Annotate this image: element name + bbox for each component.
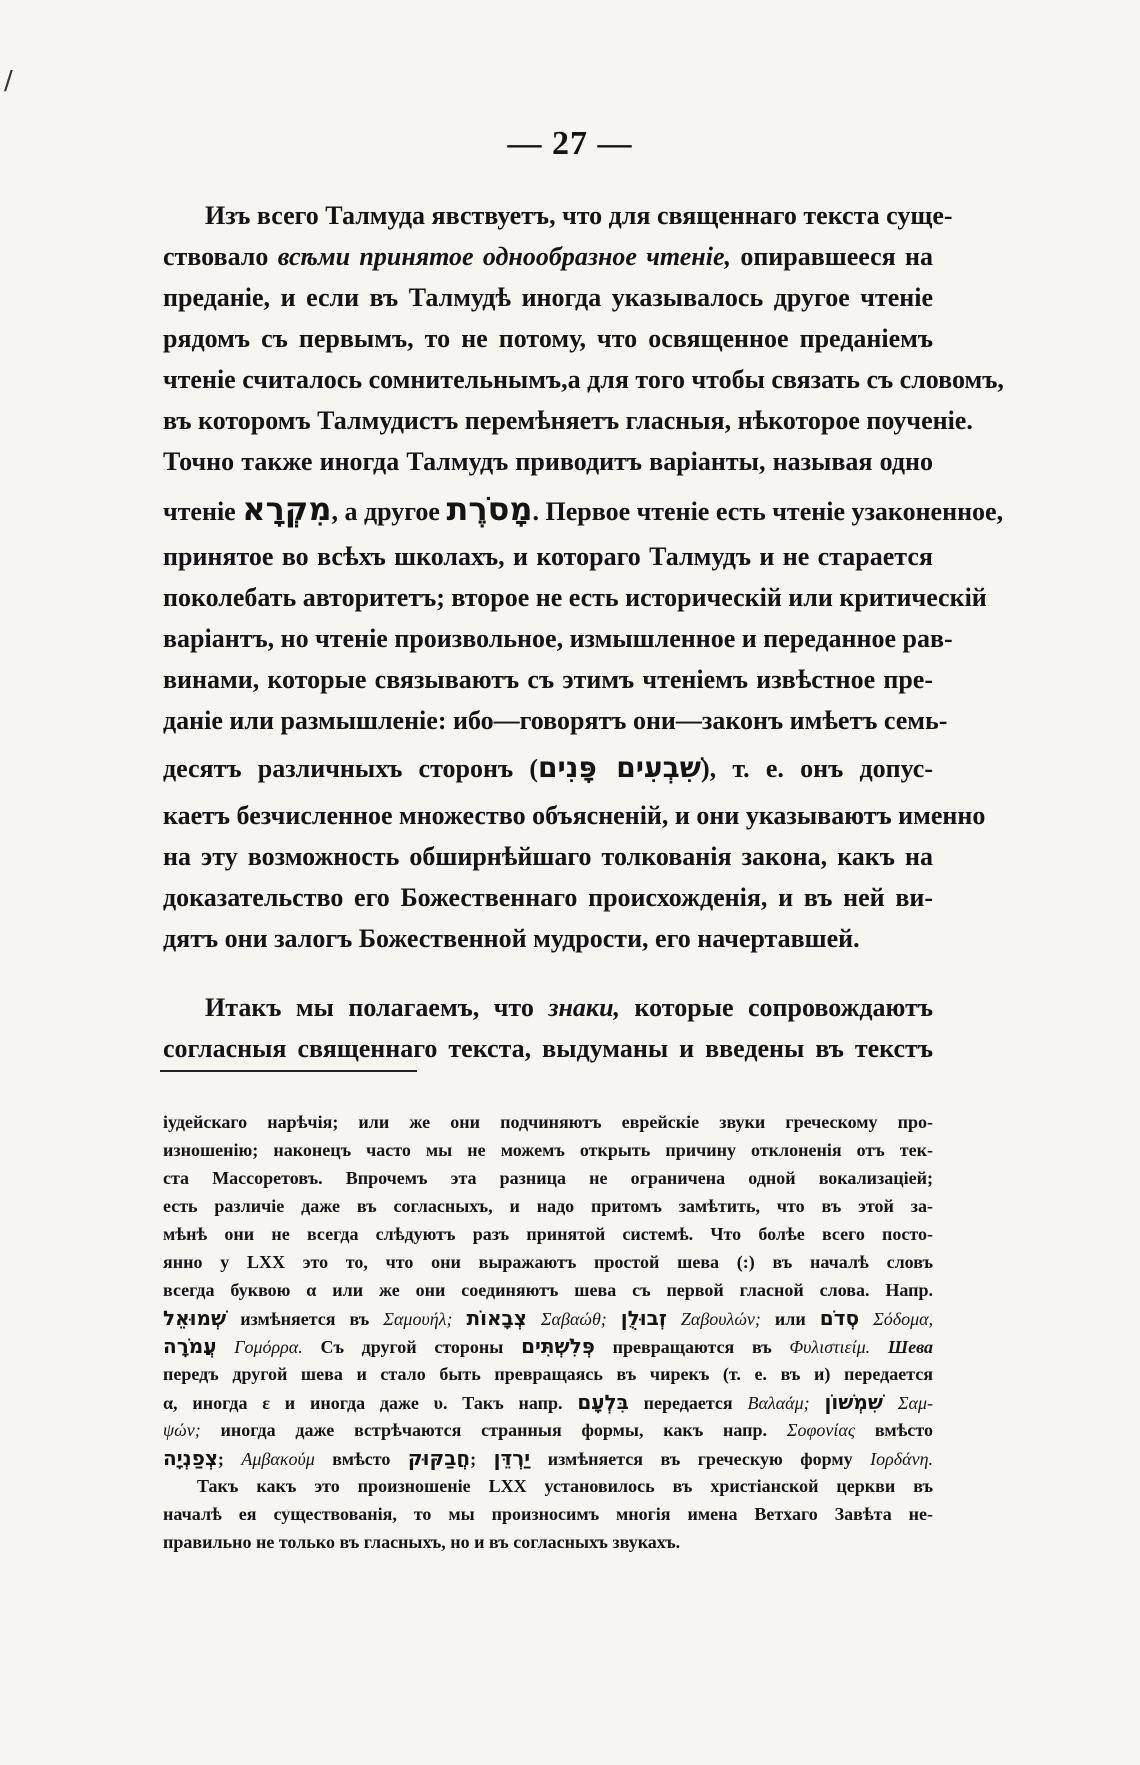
hebrew-word: סְדֹם: [819, 1306, 860, 1330]
hebrew-word: זְבוּלֻן: [620, 1306, 667, 1330]
text-fragment: ствовало: [163, 242, 269, 271]
hebrew-word: יַרְדֵּן: [493, 1446, 531, 1470]
footnote-line: [163, 1388, 933, 1416]
text-line: [163, 987, 933, 1028]
scan-mark: /: [4, 66, 13, 96]
greek-word: Σαμουήλ;: [383, 1309, 453, 1329]
footnote-line: [163, 1416, 933, 1444]
footnote-line: мѣнѣ они не всегда слѣдуютъ разъ принятой системѣ. Что болѣе всего посто-: [163, 1224, 933, 1244]
hebrew-phrase-shivim-panim: שִׁבְעִים פָּנִים: [538, 751, 701, 784]
greek-word: Σαμ-: [897, 1393, 934, 1413]
greek-word: Ιορδάνη.: [870, 1449, 934, 1469]
text-line: варіантъ, но чтеніе произвольное, измышленное и переданное рав-: [163, 624, 953, 653]
footnote-line: всегда буквою α или же они соединяютъ шева съ первой гласной слова. Напр.: [163, 1280, 933, 1300]
text-line: согласныя священнаго текста, выдуманы и введены въ текстъ: [163, 1034, 933, 1063]
footnote-line: есть различіе даже въ согласныхъ, и надо притомъ замѣтить, что въ этой за-: [163, 1196, 933, 1216]
hebrew-word: צְבָאוֹת: [466, 1306, 527, 1330]
text-line: [163, 482, 1004, 536]
text-line: преданіе, и если въ Талмудѣ иногда указывалось другое чтеніе: [163, 283, 933, 312]
paragraph-gap: [163, 959, 933, 987]
text-fragment: Итакъ мы полагаемъ, что: [205, 993, 534, 1022]
hebrew-word: שְׁמוּאֵל: [163, 1306, 227, 1330]
text-line: [163, 236, 933, 277]
text-fragment: передается: [643, 1393, 733, 1413]
text-line: винами, которые связываютъ съ этимъ чтеніемъ извѣстное пре-: [163, 665, 933, 694]
text-line: рядомъ съ первымъ, то не потому, что освященное преданіемъ: [163, 324, 933, 353]
hebrew-word: צְפַנְיָה: [163, 1446, 218, 1470]
text-fragment: чтеніе: [163, 497, 236, 526]
hebrew-word-mikra: מִקְרָא: [242, 490, 332, 528]
greek-word: Σόδομα,: [873, 1309, 934, 1329]
footnote-line: [163, 1332, 933, 1360]
text-fragment: опиравшееся на: [740, 242, 934, 271]
text-line: Точно также иногда Талмудъ приводитъ варіанты, называя одно: [163, 447, 933, 476]
italic-phrase: знаки,: [548, 993, 621, 1022]
footnote-line: изношенію; наконецъ часто мы не можемъ открыть причину отклоненія отъ тек-: [163, 1140, 933, 1160]
text-line: доказательство его Божественнаго происхожденія, и въ ней ви-: [163, 883, 933, 912]
text-fragment: ), т. е. онъ допус-: [700, 754, 934, 783]
footnote-line: янно у LXX это то, что они выражаютъ простой шева (:) въ началѣ словъ: [163, 1252, 933, 1272]
footnote-line: правильно не только въ гласныхъ, но и въ согласныхъ звукахъ.: [163, 1532, 681, 1552]
hebrew-word: חֲבַקּוּק: [407, 1446, 471, 1470]
text-fragment: измѣняется въ греческую форму: [547, 1449, 853, 1469]
text-fragment: превращаются въ: [612, 1337, 772, 1357]
hebrew-word: בִּלְעָם: [577, 1390, 629, 1414]
page-number: — 27 —: [507, 125, 633, 162]
text-fragment: вмѣсто: [874, 1420, 933, 1440]
greek-word: Σαβαώθ;: [540, 1309, 607, 1329]
text-fragment: . Первое чтеніе есть чтеніе узаконенное,: [532, 497, 1004, 526]
footnote-line: началѣ ея существованія, то мы произносимъ многія имена Ветхаго Завѣта не-: [163, 1504, 933, 1524]
text-line: поколебать авторитетъ; второе не есть историческій или критическій: [163, 583, 987, 612]
footnote: [163, 1108, 933, 1556]
text-fragment: Съ другой стороны: [320, 1337, 504, 1357]
text-fragment: измѣняется въ: [240, 1309, 370, 1329]
footnote-divider: [160, 1070, 417, 1072]
hebrew-word: עֲמֹרָה: [163, 1334, 217, 1358]
hebrew-word: שִׁמְשׁוֹן: [824, 1390, 884, 1414]
greek-word: Ζαβουλών;: [680, 1309, 761, 1329]
italic-term: Шева: [887, 1337, 934, 1357]
text-fragment: , а другое: [331, 497, 440, 526]
text-line: каетъ безчисленное множество объясненій, и они указываютъ именно: [163, 801, 986, 830]
footnote-line: Такъ какъ это произношеніе LXX установилось въ христіанской церкви въ: [197, 1476, 933, 1496]
text-line: даніе или размышленіе: ибо—говорятъ они—законъ имѣетъ семь-: [163, 706, 948, 735]
italic-phrase: всѣми принятое однообразное чтеніе,: [277, 242, 732, 271]
text-line: дятъ они залогъ Божественной мудрости, его начертавшей.: [163, 924, 860, 953]
greek-word: Γομόρρα.: [234, 1337, 303, 1357]
footnote-line: ста Массоретовъ. Впрочемъ эта разница не ограничена одной вокализаціей;: [163, 1168, 933, 1188]
main-text: [163, 195, 1004, 1069]
text-fragment: α, иногда ε и иногда даже υ. Такъ напр.: [163, 1393, 563, 1413]
footnote-line: передъ другой шева и стало быть превращаясь въ чирекъ (т. е. въ и) передается: [163, 1364, 933, 1384]
greek-word: ψών;: [163, 1420, 201, 1440]
text-line: въ которомъ Талмудистъ перемѣняетъ гласныя, нѣкоторое поученіе.: [163, 406, 973, 435]
footnote-line: іудейскаго нарѣчія; или же они подчиняютъ еврейскіе звуки греческому про-: [163, 1112, 933, 1132]
text-fragment: иногда даже встрѣчаются странныя формы, какъ напр.: [220, 1420, 767, 1440]
text-fragment: десятъ различныхъ сторонъ (: [163, 754, 538, 783]
hebrew-word-masoret: מָסֹרֶת: [446, 490, 533, 528]
text-fragment: или: [774, 1309, 806, 1329]
text-fragment: которые сопровождаютъ: [634, 993, 934, 1022]
greek-word: Σοφονίας: [786, 1420, 856, 1440]
text-line: Изъ всего Талмуда явствуетъ, что для священнаго текста суще-: [205, 201, 953, 230]
text-fragment: вмѣсто: [332, 1449, 391, 1469]
greek-word: Αμβακούμ: [241, 1449, 315, 1469]
text-line: чтеніе считалось сомнительнымъ,а для того чтобы связать съ словомъ,: [163, 365, 1004, 394]
text-line: на эту возможность обширнѣйшаго толкованія закона, какъ на: [163, 842, 933, 871]
footnote-line: צְפַנְיָה; Αμβακούμ вмѣсто חֲבַקּוּק; יַרְדֵּן измѣняется въ греческую форму Ιορδάνη.: [163, 1446, 934, 1470]
greek-word: Βαλαάμ;: [747, 1393, 810, 1413]
text-line: [163, 741, 933, 795]
text-line: принятое во всѣхъ школахъ, и котораго Талмудъ и не старается: [163, 542, 933, 571]
greek-word: Φυλιστιείμ.: [789, 1337, 871, 1357]
footnote-line: [163, 1304, 933, 1332]
hebrew-word: פְּלִשְׁתִּים: [521, 1334, 595, 1358]
